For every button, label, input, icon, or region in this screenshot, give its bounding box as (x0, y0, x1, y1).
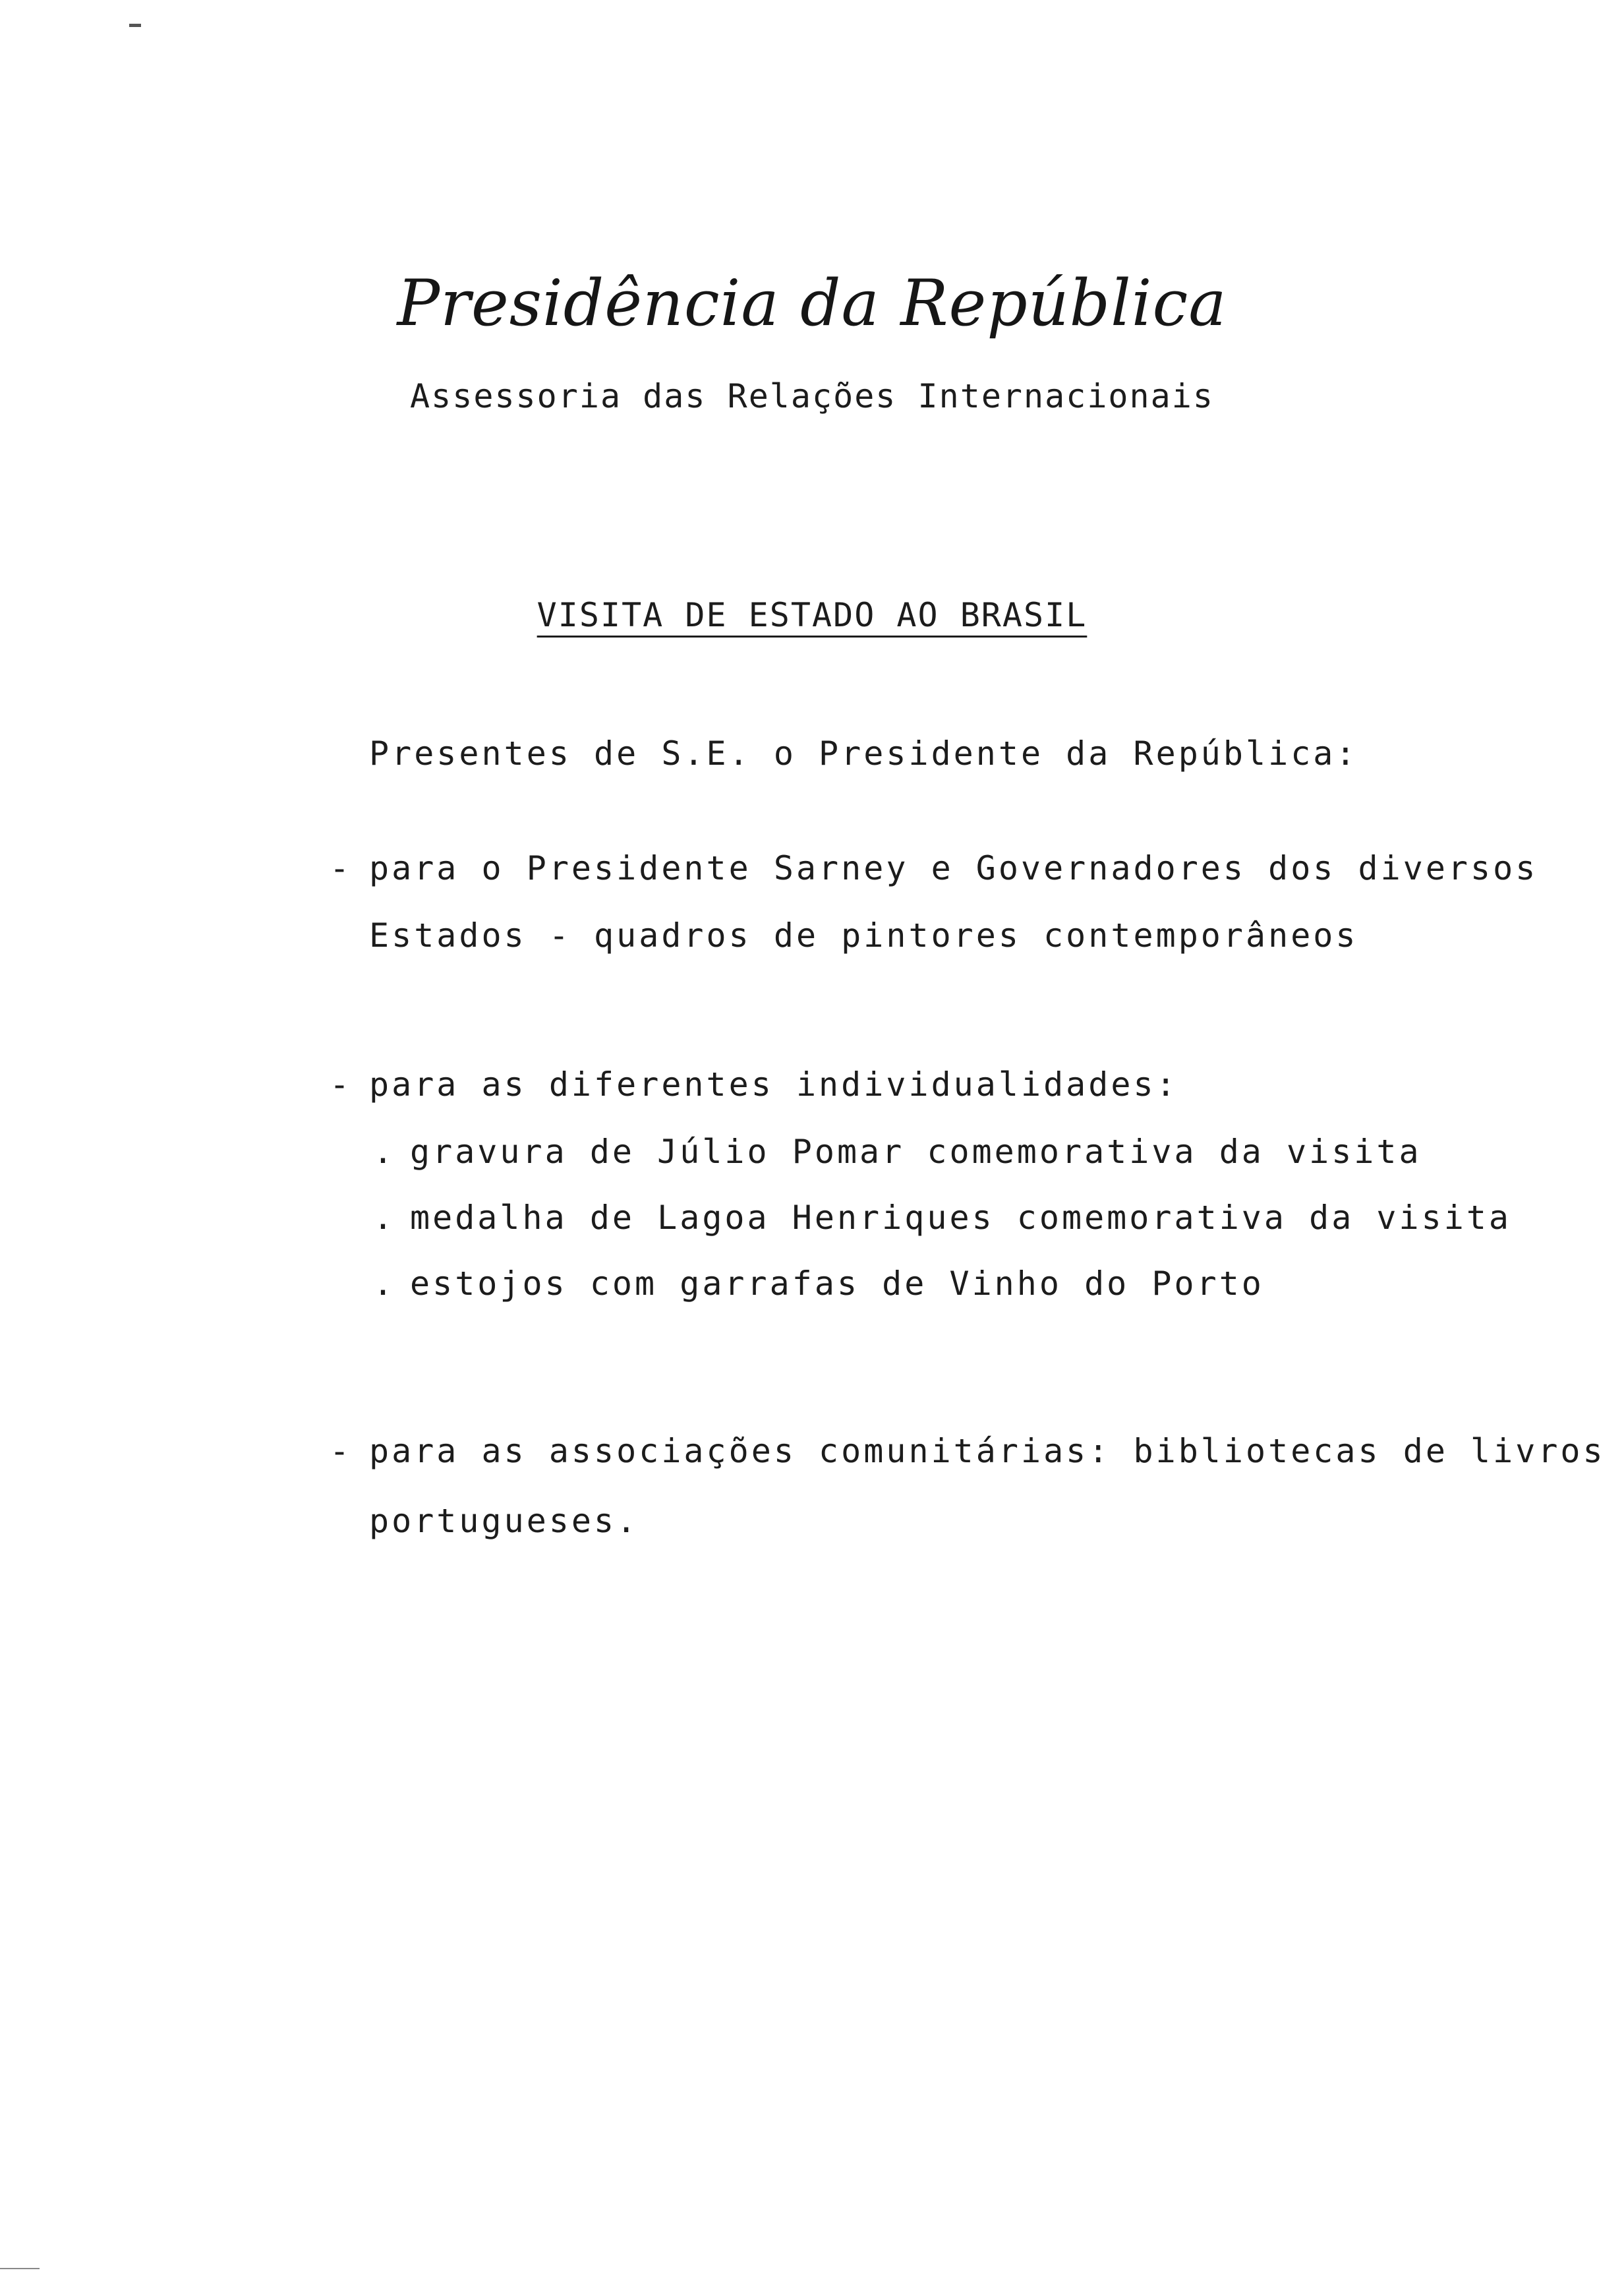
section-2-item-3-bullet: . (373, 1264, 393, 1303)
section-2-line-1: para as diferentes individualidades: (369, 1065, 1178, 1104)
department-name: Assessoria das Relações Internacionais (410, 377, 1214, 415)
section-2-item-2-bullet: . (373, 1199, 393, 1237)
section-3-line-2: portugueses. (369, 1502, 639, 1540)
section-2-item-1-bullet: . (373, 1133, 393, 1171)
section-1-line-2: Estados - quadros de pintores contemporâneos (369, 916, 1358, 955)
section-2-dash: - (330, 1065, 350, 1104)
section-2-item-2: medalha de Lagoa Henriques comemorativa da visita (410, 1199, 1512, 1237)
document-title-text: VISITA DE ESTADO AO BRASIL (536, 596, 1088, 634)
document-title (0, 596, 1624, 634)
letterhead-script-title: Presidência da República (397, 266, 1227, 340)
section-2-item-1: gravura de Júlio Pomar comemorativa da visita (410, 1133, 1422, 1171)
scan-speck (129, 24, 141, 27)
section-3-dash: - (330, 1432, 350, 1470)
section-1-line-1: para o Presidente Sarney e Governadores dos diversos (369, 849, 1538, 887)
scan-edge-mark (0, 2268, 40, 2269)
intro-text: Presentes de S.E. o Presidente da República: (369, 734, 1358, 773)
section-3-line-1: para as associações comunitárias: bibliotecas de livros (369, 1432, 1606, 1470)
section-2-item-3: estojos com garrafas de Vinho do Porto (410, 1264, 1264, 1303)
section-1-dash: - (330, 849, 350, 887)
